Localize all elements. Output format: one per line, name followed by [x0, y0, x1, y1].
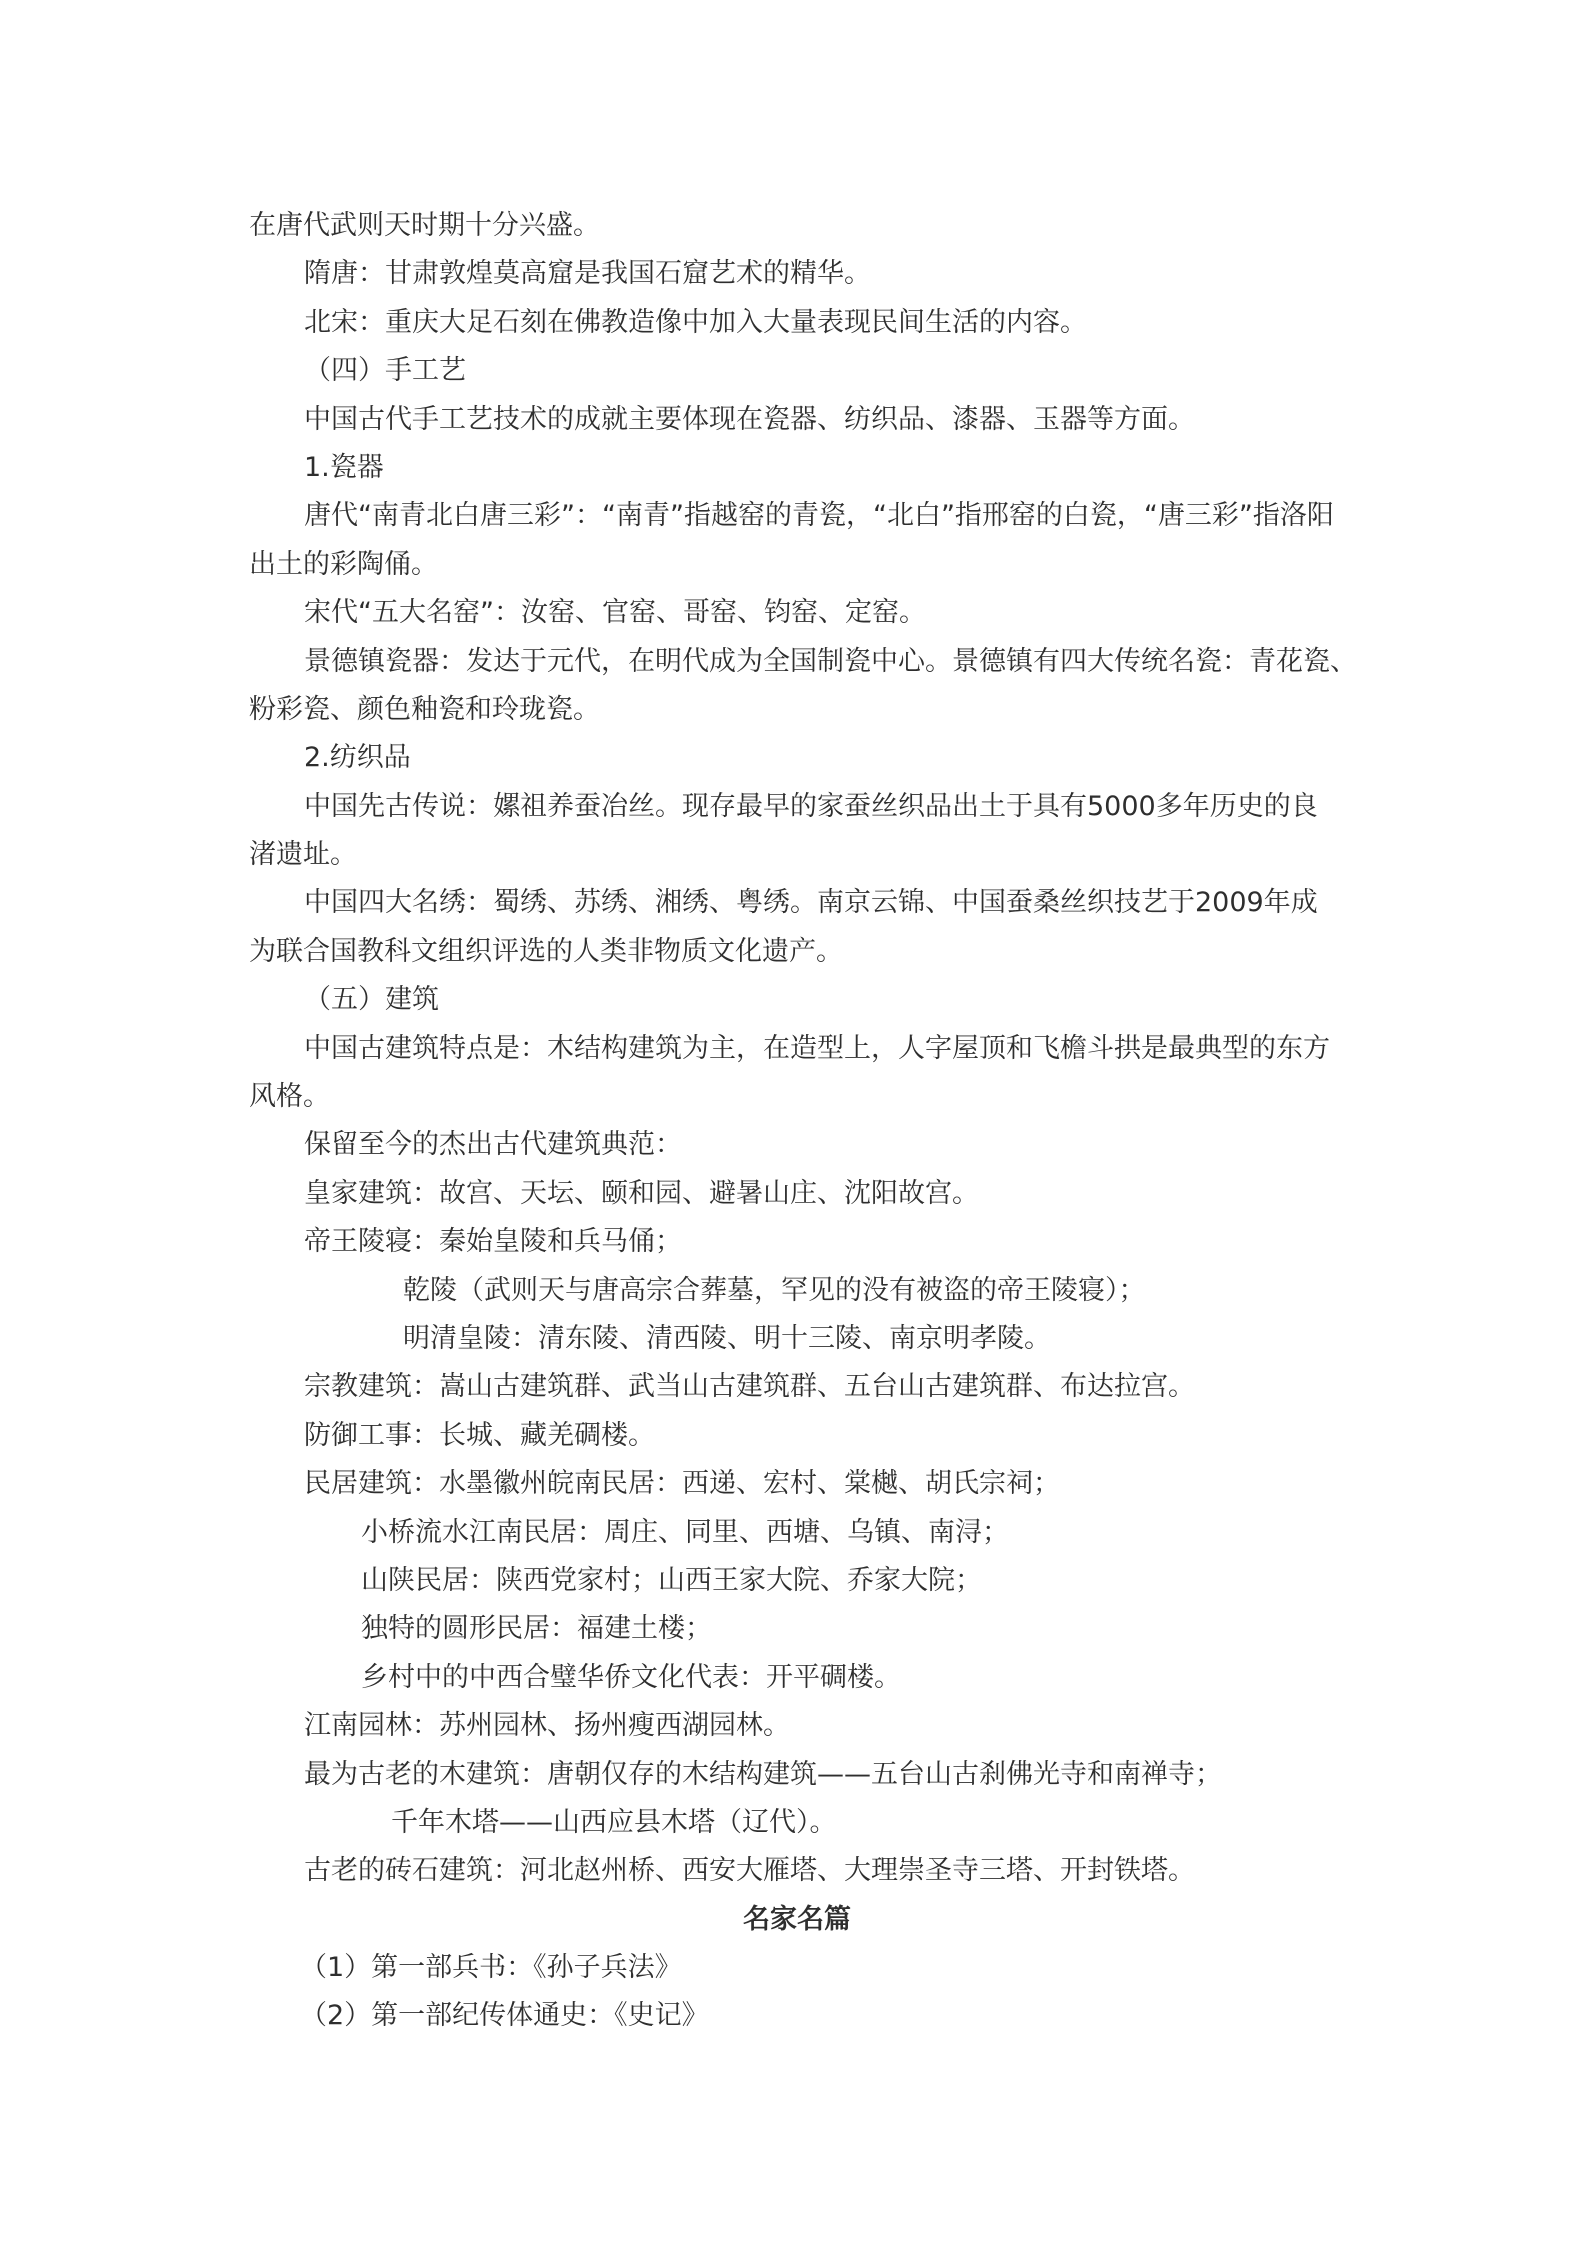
paragraph-line: 宋代“五大名窑”：汝窑、官窑、哥窑、钧窑、定窑。 — [304, 597, 926, 629]
paragraph-line: 明清皇陵：清东陵、清西陵、明十三陵、南京明孝陵。 — [403, 1322, 1051, 1354]
paragraph-line: 古老的砖石建筑：河北赵州桥、西安大雁塔、大理崇圣寺三塔、开封铁塔。 — [304, 1855, 1195, 1887]
paragraph-line: 渚遗址。 — [249, 839, 357, 871]
list-item: （1）第一部兵书：《孙子兵法》 — [300, 1952, 682, 1984]
paragraph-line: 唐代“南青北白唐三彩”：“南青”指越窑的青瓷，“北白”指邢窑的白瓷，“唐三彩”指洛阳 — [304, 500, 1334, 532]
paragraph-line: 皇家建筑：故宫、天坛、颐和园、避暑山庄、沈阳故宫。 — [304, 1177, 979, 1209]
paragraph-line: 中国古代手工艺技术的成就主要体现在瓷器、纺织品、漆器、玉器等方面。 — [304, 403, 1195, 435]
paragraph-line: 小桥流水江南民居：周庄、同里、西塘、乌镇、南浔； — [361, 1516, 1009, 1548]
subsection-heading: 2.纺织品 — [304, 742, 411, 774]
paragraph-line: 中国先古传说：嫘祖养蚕冶丝。现存最早的家蚕丝织品出土于具有5000多年历史的良 — [304, 790, 1318, 822]
paragraph-line: 北宋：重庆大足石刻在佛教造像中加入大量表现民间生活的内容。 — [304, 306, 1087, 338]
paragraph-line: 千年木塔——山西应县木塔（辽代）。 — [391, 1806, 837, 1838]
paragraph-line: 帝王陵寝：秦始皇陵和兵马俑； — [304, 1226, 682, 1258]
paragraph-line: 隋唐：甘肃敦煌莫高窟是我国石窟艺术的精华。 — [304, 258, 871, 290]
document-page — [0, 202, 1594, 2041]
paragraph-line: 民居建筑：水墨徽州皖南民居：西递、宏村、棠樾、胡氏宗祠； — [304, 1468, 1060, 1500]
list-item: （2）第一部纪传体通史：《史记》 — [300, 2000, 709, 2032]
paragraph-line: 中国古建筑特点是：木结构建筑为主，在造型上，人字屋顶和飞檐斗拱是最典型的东方 — [304, 1032, 1330, 1064]
paragraph-line: 中国四大名绣：蜀绣、苏绣、湘绣、粤绣。南京云锦、中国蚕桑丝织技艺于2009年成 — [304, 887, 1318, 919]
paragraph-line: 宗教建筑：嵩山古建筑群、武当山古建筑群、五台山古建筑群、布达拉宫。 — [304, 1371, 1195, 1403]
paragraph-line: 乾陵（武则天与唐高宗合葬墓，罕见的没有被盗的帝王陵寝）； — [403, 1274, 1146, 1306]
paragraph-line: 保留至今的杰出古代建筑典范： — [304, 1129, 682, 1161]
paragraph-line: 风格。 — [249, 1081, 330, 1113]
paragraph-line: 最为古老的木建筑：唐朝仅存的木结构建筑——五台山古刹佛光寺和南禅寺； — [304, 1758, 1222, 1790]
paragraph-line: 乡村中的中西合璧华侨文化代表：开平碉楼。 — [361, 1661, 901, 1693]
paragraph-line: 山陕民居：陕西党家村；山西王家大院、乔家大院； — [361, 1564, 982, 1596]
paragraph-line: 在唐代武则天时期十分兴盛。 — [249, 210, 600, 241]
section-heading: （四）手工艺 — [304, 355, 466, 387]
paragraph-line: 为联合国教科文组织评选的人类非物质文化遗产。 — [249, 935, 843, 967]
subsection-heading: 1.瓷器 — [304, 451, 384, 483]
paragraph-line: 景德镇瓷器：发达于元代，在明代成为全国制瓷中心。景德镇有四大传统名瓷：青花瓷、 — [304, 645, 1357, 677]
paragraph-line: 江南园林：苏州园林、扬州瘦西湖园林。 — [304, 1710, 790, 1742]
paragraph-line: 独特的圆形民居：福建土楼； — [361, 1613, 712, 1645]
chapter-title: 名家名篇 — [743, 1903, 851, 1935]
paragraph-line: 出土的彩陶俑。 — [249, 548, 438, 580]
section-heading: （五）建筑 — [304, 984, 439, 1016]
paragraph-line: 粉彩瓷、颜色釉瓷和玲珑瓷。 — [249, 693, 600, 725]
paragraph-line: 防御工事：长城、藏羌碉楼。 — [304, 1419, 655, 1451]
